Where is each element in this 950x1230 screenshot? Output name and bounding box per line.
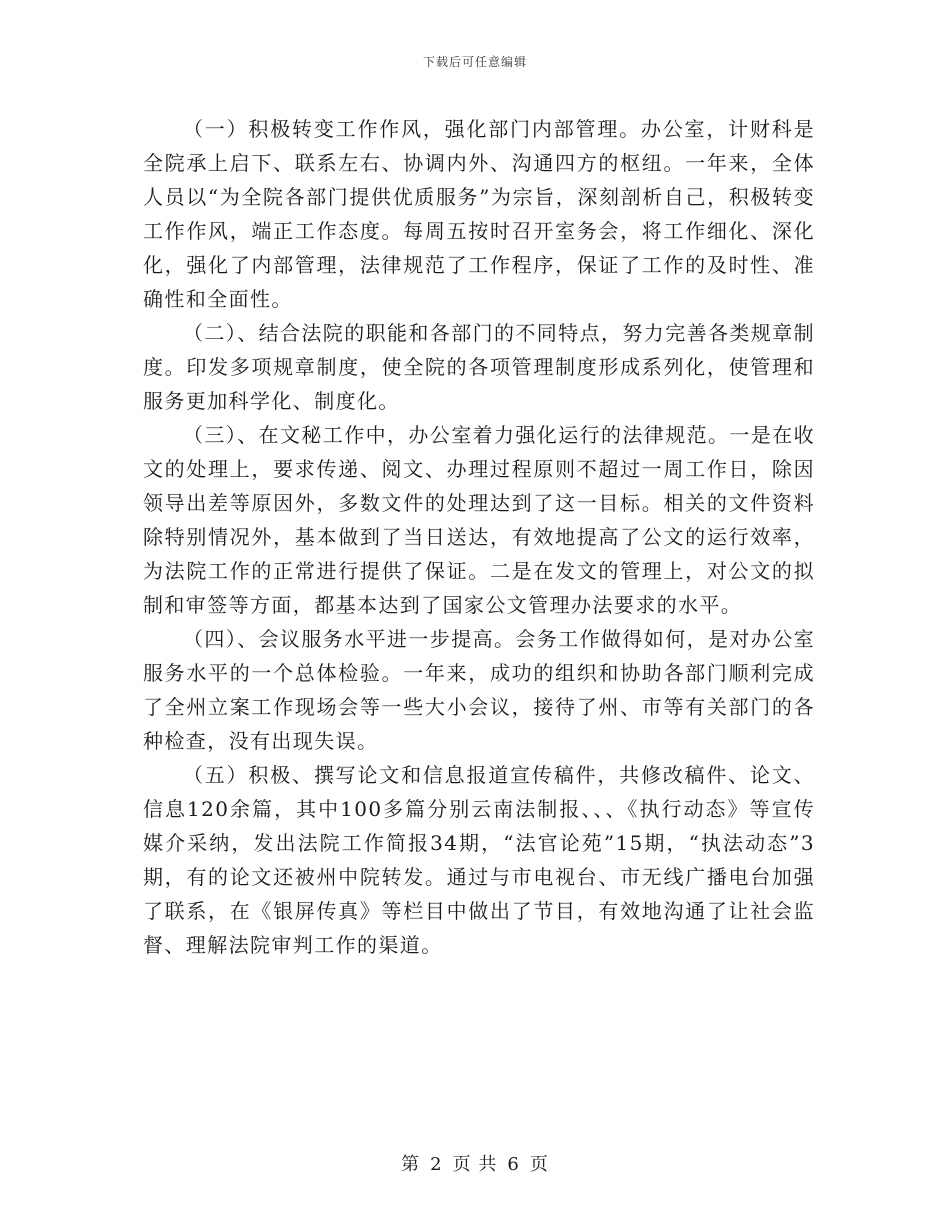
footer-page-number: 2: [430, 1154, 443, 1175]
footer-middle: 页 共: [452, 1154, 498, 1175]
footer-total-pages: 6: [507, 1154, 520, 1175]
header-note: 下载后可任意编辑: [422, 55, 527, 69]
paragraph-1: （一）积极转变工作作风，强化部门内部管理。办公室，计财科是全院承上启下、联系左右、协调内外、沟通四方的枢纽。一年来，全体人员以“为全院各部门提供优质服务”为宗旨，深刻剖析自己，积极转变工作作风，端正工作态度。每周五按时召开室务会，将工作细化、深化化，强化了内部管理，法律规范了工作程序，保证了工作的及时性、准确性和全面性。: [143, 117, 815, 311]
document-body: [143, 112, 815, 962]
footer-suffix: 页: [529, 1154, 549, 1175]
paragraph-4: （四）、会议服务水平进一步提高。会务工作做得如何，是对办公室服务水平的一个总体检验。一年来，成功的组织和协助各部门顺利完成了全州立案工作现场会等一些大小会议，接待了州、市等有关部门的各种检查，没有出现失误。: [143, 627, 815, 753]
paragraph-3: （三）、在文秘工作中，办公室着力强化运行的法律规范。一是在收文的处理上，要求传递、阅文、办理过程原则不超过一周工作日，除因领导出差等原因外，多数文件的处理达到了这一目标。相关的文件资料除特别情况外，基本做到了当日送达，有效地提高了公文的运行效率，为法院工作的正常进行提供了保证。二是在发文的管理上，对公文的拟制和审签等方面，都基本达到了国家公文管理办法要求的水平。: [143, 423, 815, 617]
paragraph-2: （二）、结合法院的职能和各部门的不同特点，努力完善各类规章制度。印发多项规章制度，使全院的各项管理制度形成系列化，使管理和服务更加科学化、制度化。: [143, 321, 815, 413]
paragraph-5: （五）积极、撰写论文和信息报道宣传稿件，共修改稿件、论文、信息120余篇，其中100多篇分别云南法制报、、、《执行动态》等宣传媒介采纳，发出法院工作简报34期，“法官论苑”15期，“执法动态”3期，有的论文还被州中院转发。通过与市电视台、市无线广播电台加强了联系，在《银屏传真》等栏目中做出了节目，有效地沟通了让社会监督、理解法院审判工作的渠道。: [143, 763, 815, 957]
footer-prefix: 第: [401, 1154, 421, 1175]
page-footer: [0, 1150, 950, 1176]
